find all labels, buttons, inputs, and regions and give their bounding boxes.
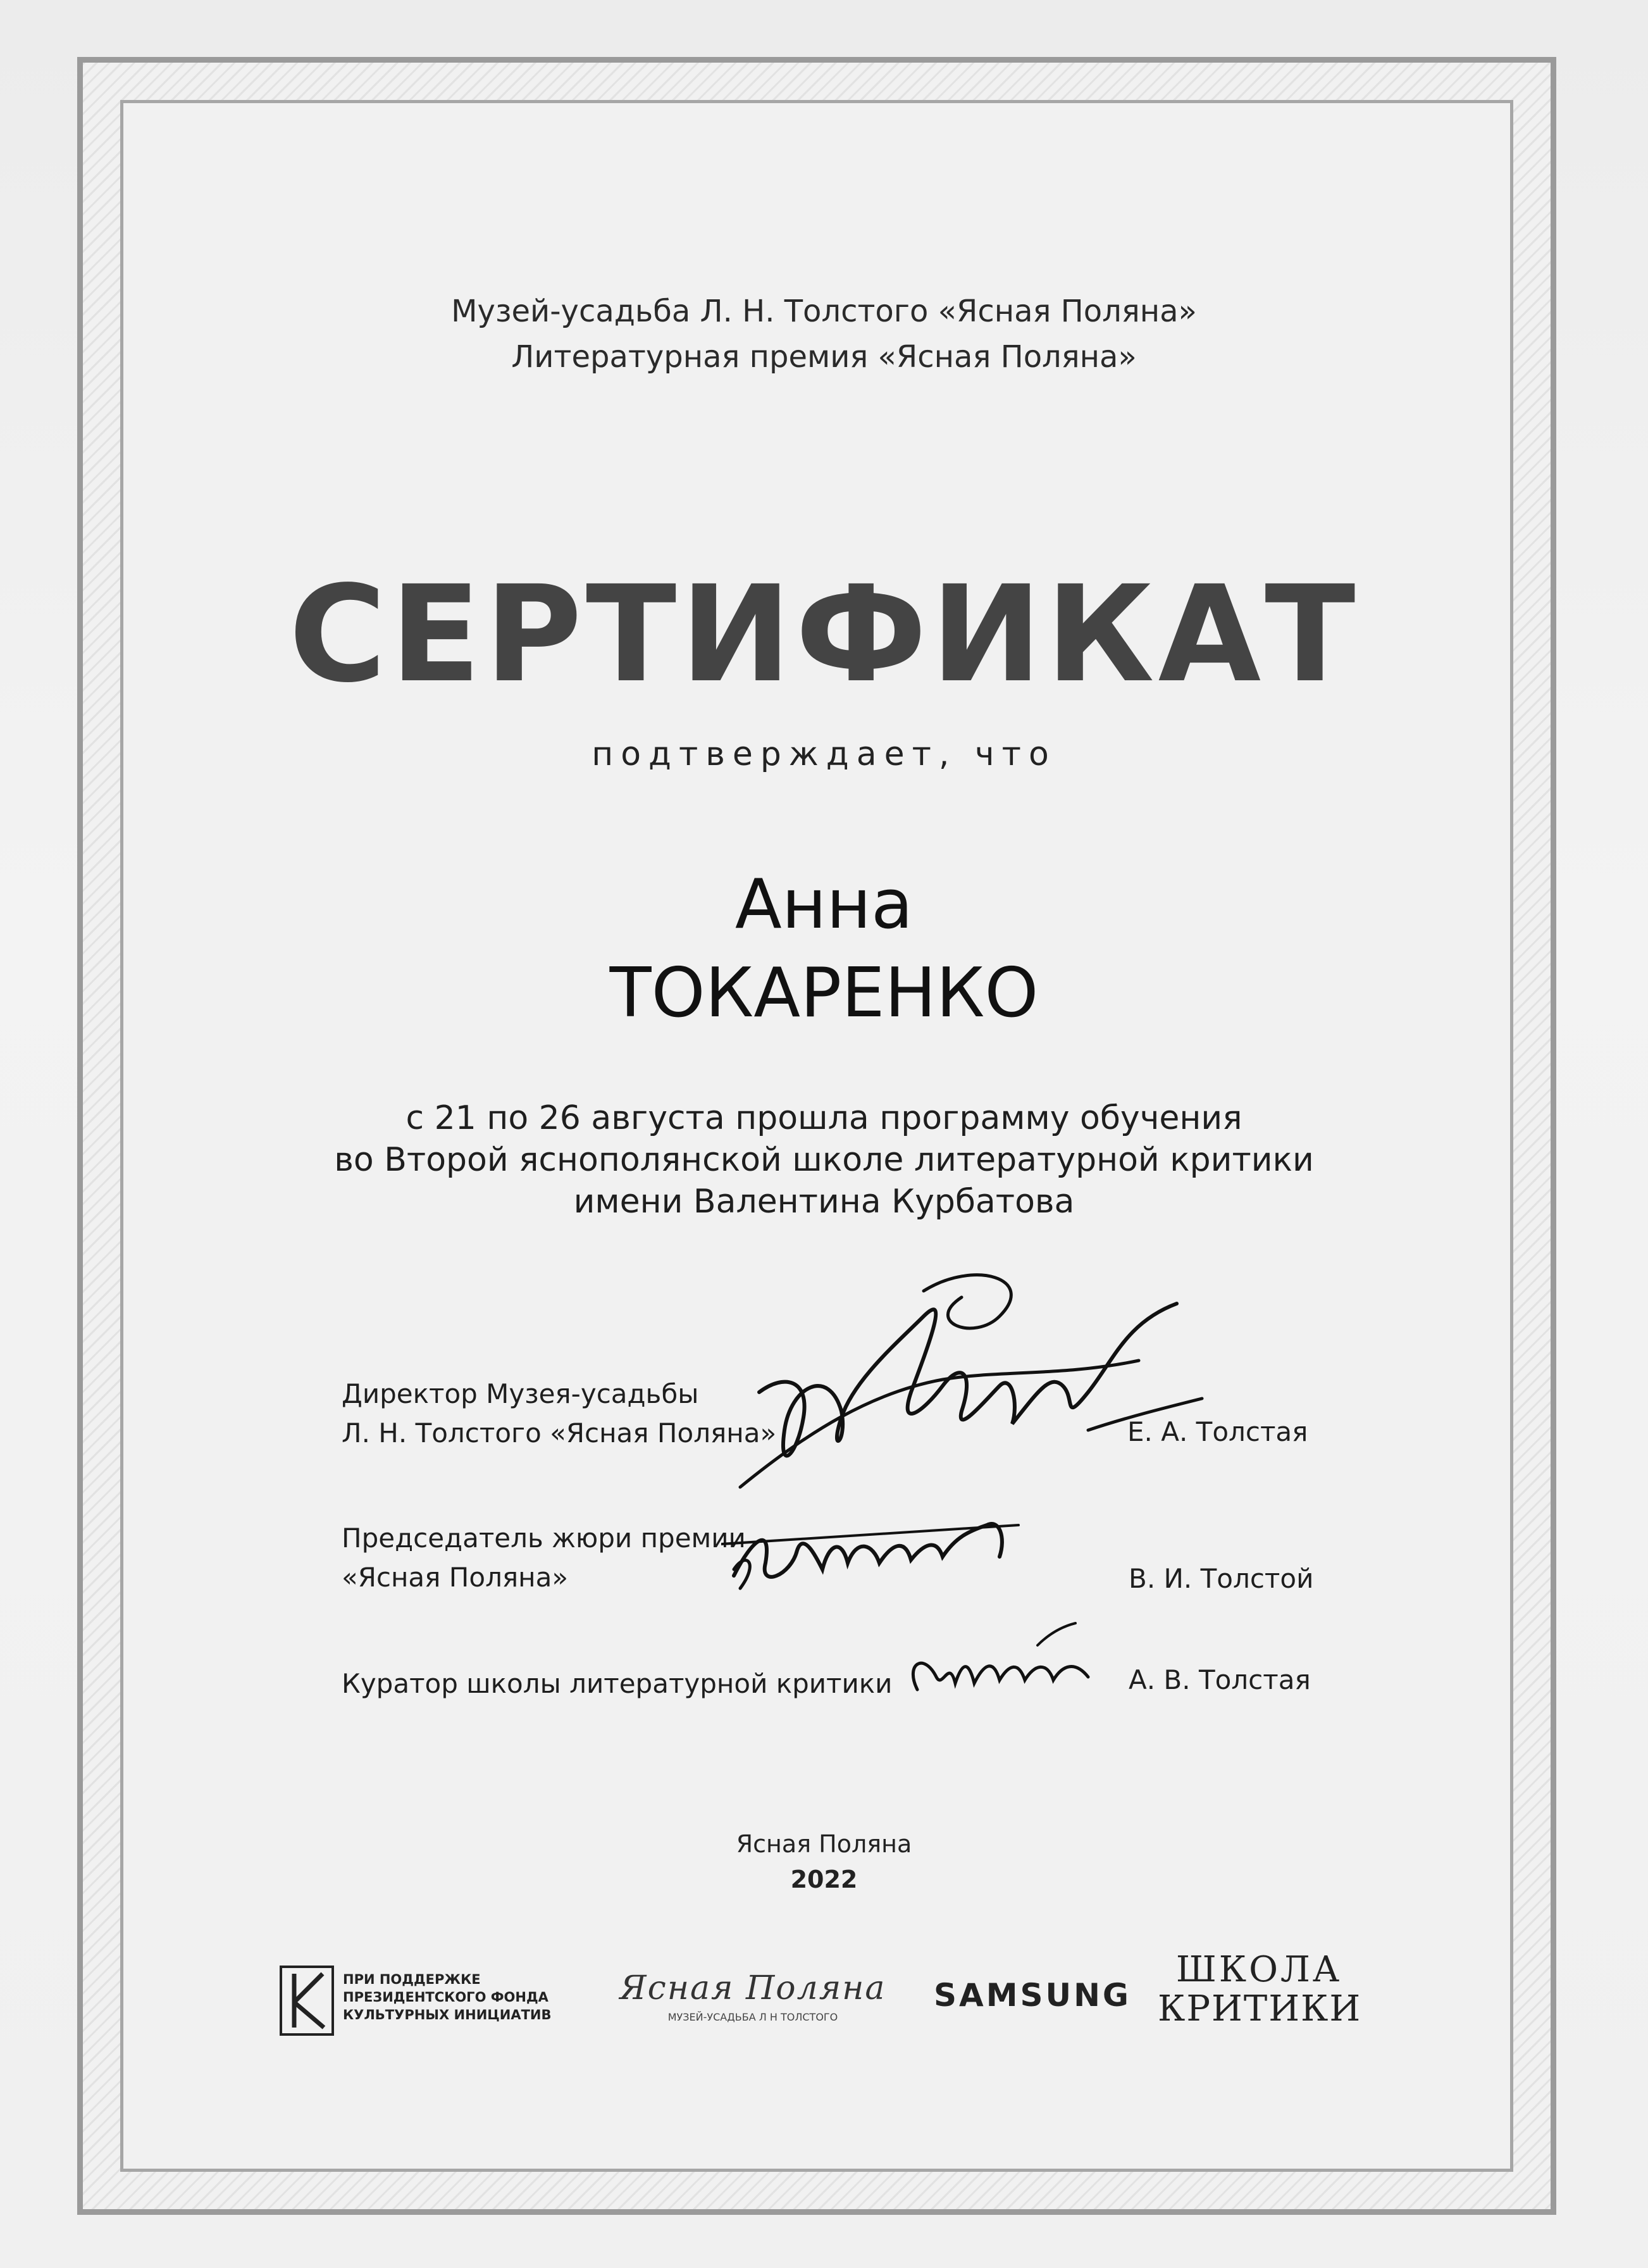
- recipient-first-name: Анна: [734, 865, 914, 944]
- signatory-3-name: А. В. Толстая: [1129, 1664, 1311, 1695]
- yasnaya-polyana-logo: [607, 1969, 898, 2039]
- recipient-last-name: ТОКАРЕНКО: [609, 954, 1039, 1033]
- signature-2: [721, 1500, 1038, 1601]
- body-line-3: имени Валентина Курбатова: [573, 1183, 1075, 1221]
- yasnaya-script: Ясная Поляна: [619, 1969, 886, 2007]
- signature-1: [734, 1266, 1215, 1519]
- presidential-fund-logo: [278, 1964, 569, 2040]
- school-of-criticism-logo: [1158, 1950, 1360, 2039]
- footer: [0, 1826, 1648, 1897]
- subtitle: подтверждает, что: [592, 735, 1056, 773]
- samsung-wordmark: SAMSUNG: [934, 1977, 1131, 2014]
- signatory-1-role-line1: Директор Музея-усадьбы: [342, 1378, 699, 1409]
- signatory-1-role: [342, 1374, 776, 1453]
- signatory-3-role-line1: Куратор школы литературной критики: [342, 1668, 893, 1699]
- signatory-3-role: [342, 1664, 892, 1704]
- body-line-2: во Второй яснополянской школе литературной критики: [334, 1141, 1314, 1179]
- header-museum: Музей-усадьба Л. Н. Толстого «Ясная Поляна»: [451, 294, 1197, 329]
- signatory-1-role-line2: Л. Н. Толстого «Ясная Поляна»: [342, 1418, 777, 1449]
- samsung-logo: [934, 1977, 1131, 2015]
- signatory-2-role: [342, 1519, 746, 1597]
- header: [0, 289, 1648, 380]
- footer-year: 2022: [790, 1866, 858, 1893]
- header-prize: Литературная премия «Ясная Поляна»: [511, 339, 1137, 375]
- certificate-body: [0, 1097, 1648, 1223]
- signatory-1-name: Е. А. Толстая: [1127, 1416, 1308, 1447]
- body-line-1: с 21 по 26 августа прошла программу обучения: [406, 1099, 1242, 1137]
- school-line-2: КРИТИКИ: [1158, 1988, 1362, 2029]
- school-line-1: ШКОЛА: [1175, 1949, 1342, 1990]
- fund-line-1: ПРИ ПОДДЕРЖКЕ: [343, 1972, 481, 1987]
- fund-k-icon: [278, 1964, 335, 2037]
- recipient-name: [0, 861, 1648, 1038]
- certificate-title: СЕРТИФИКАТ: [288, 557, 1360, 712]
- signatory-2-role-line2: «Ясная Поляна»: [342, 1562, 569, 1593]
- signatory-2-role-line1: Председатель жюри премии: [342, 1523, 746, 1554]
- footer-place: Ясная Поляна: [736, 1830, 912, 1858]
- signatory-2-name: В. И. Толстой: [1129, 1563, 1314, 1594]
- fund-line-3: КУЛЬТУРНЫХ ИНИЦИАТИВ: [343, 2007, 552, 2022]
- yasnaya-caption: МУЗЕЙ-УСАДЬБА Л Н ТОЛСТОГО: [667, 2011, 838, 2023]
- signature-3: [898, 1620, 1101, 1715]
- fund-line-2: ПРЕЗИДЕНТСКОГО ФОНДА: [343, 1990, 548, 2005]
